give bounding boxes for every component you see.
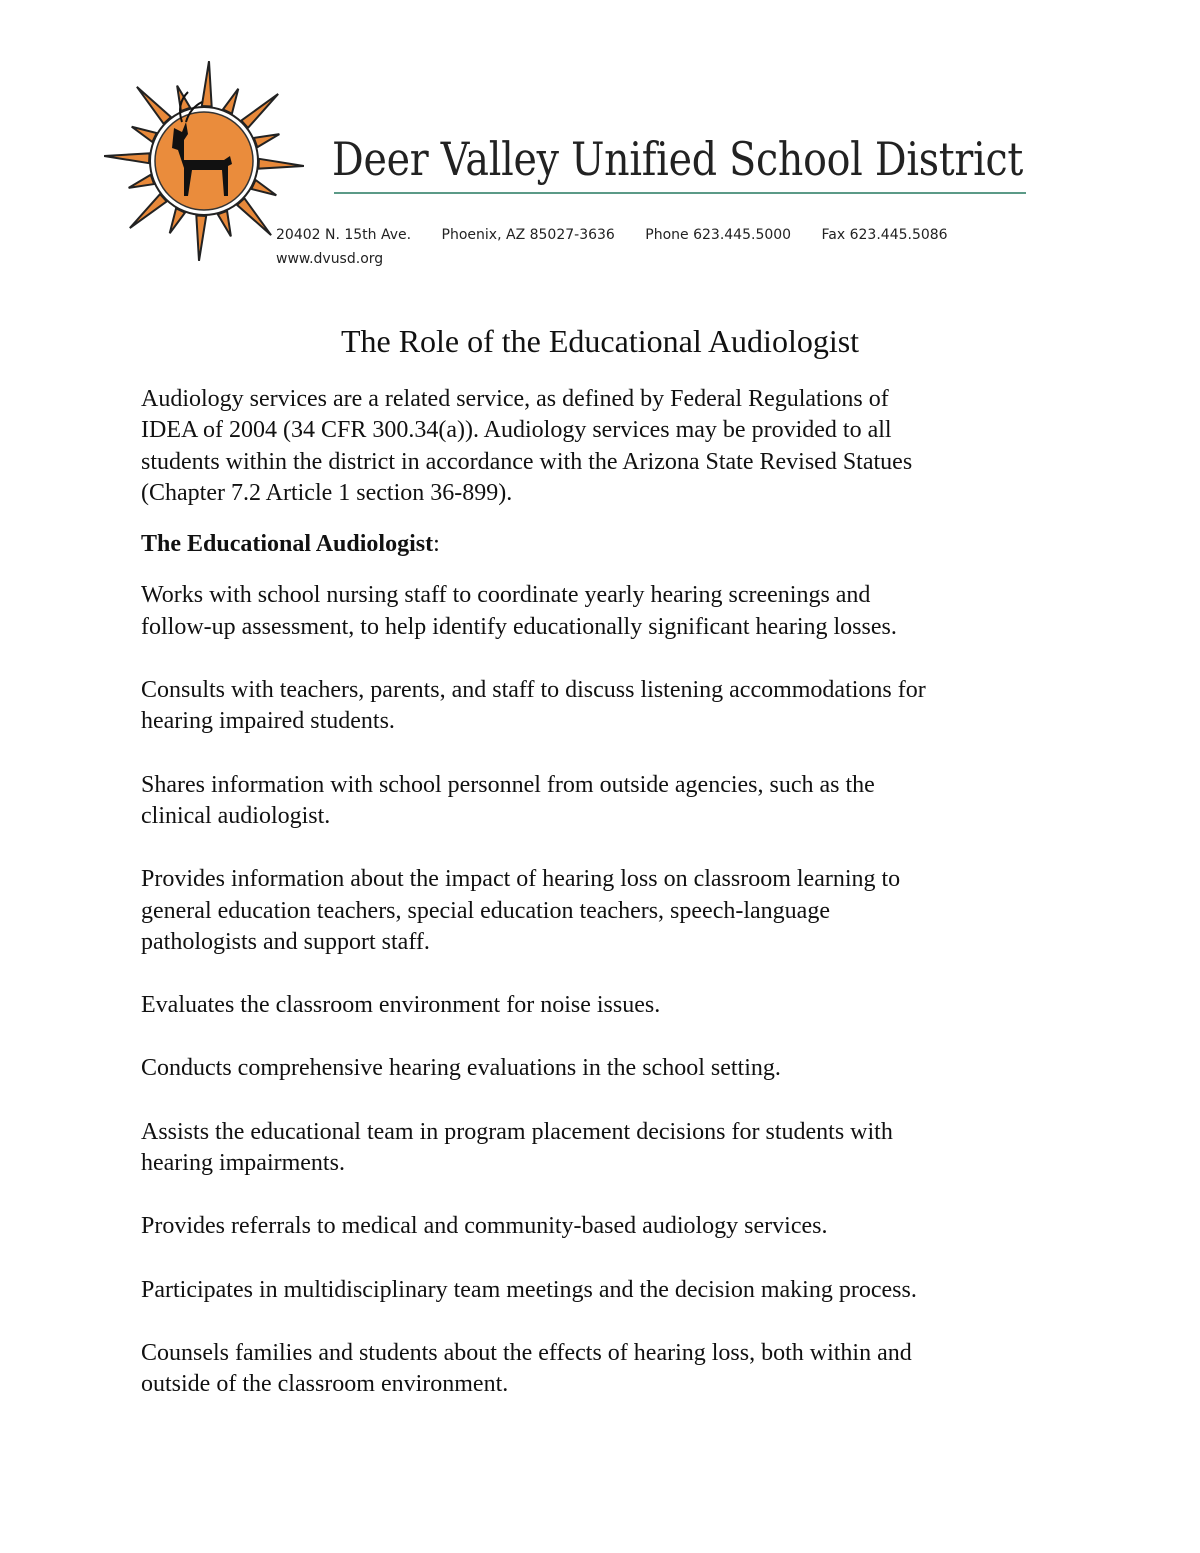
district-name: Deer Valley Unified School District <box>332 132 1024 186</box>
document-body <box>141 384 926 1433</box>
duty-item <box>141 1117 926 1180</box>
duty-line: Participates in multidisciplinary team meetings and the decision making process. <box>141 1276 917 1303</box>
duty-line: Shares information with school personnel from outside agencies, such as the <box>141 771 875 798</box>
sun-ray <box>258 159 303 169</box>
duty-line: Provides information about the impact of hearing loss on classroom learning to <box>141 866 901 893</box>
contact-line <box>276 227 974 243</box>
sun-ray <box>196 215 206 260</box>
sun-ray <box>202 61 212 106</box>
sun-ray <box>241 94 278 128</box>
fax-number: Fax 623.445.5086 <box>821 227 948 243</box>
duty-line: pathologists and support staff. <box>141 928 430 955</box>
sun-ray <box>223 89 238 114</box>
duty-item <box>141 1211 926 1242</box>
duty-line: Conducts comprehensive hearing evaluations in the school setting. <box>141 1055 781 1082</box>
heading-colon: : <box>433 531 440 558</box>
sun-ray <box>251 180 276 195</box>
duty-line: outside of the classroom environment. <box>141 1371 509 1398</box>
duty-line: Counsels families and students about the effects of hearing loss, both within and <box>141 1339 912 1366</box>
duty-item <box>141 1275 926 1306</box>
duty-line: Assists the educational team in program placement decisions for students with <box>141 1118 893 1145</box>
duty-line: Consults with teachers, parents, and staff to discuss listening accommodations for <box>141 677 926 704</box>
section-heading <box>141 529 926 560</box>
sun-ray <box>218 211 231 236</box>
intro-line: Audiology services are a related service, as defined by Federal Regulations of <box>141 386 889 412</box>
duty-item <box>141 770 926 833</box>
intro-line: students within the district in accordance with the Arizona State Revised Statues <box>141 448 913 475</box>
duty-item <box>141 1338 926 1401</box>
sun-ray <box>129 175 154 188</box>
duties-list <box>141 580 926 1400</box>
duty-line: Evaluates the classroom environment for noise issues. <box>141 992 661 1019</box>
sun-ray <box>137 87 171 124</box>
street-address: 20402 N. 15th Ave. <box>276 227 412 243</box>
duty-item <box>141 580 926 643</box>
duty-line: hearing impaired students. <box>141 708 395 735</box>
city-address: Phoenix, AZ 85027-3636 <box>441 227 615 243</box>
intro-line: (Chapter 7.2 Article 1 section 36-899). <box>141 479 513 506</box>
duty-item <box>141 1053 926 1084</box>
website-link[interactable]: www.dvusd.org <box>276 251 384 267</box>
sun-ray <box>170 208 185 233</box>
duty-line: follow-up assessment, to help identify educationally significant hearing losses. <box>141 613 897 640</box>
heading-text: The Educational Audiologist <box>141 531 434 558</box>
sun-ray <box>130 194 167 228</box>
duty-line: Works with school nursing staff to coordinate yearly hearing screenings and <box>141 582 871 609</box>
sun-ray <box>104 153 149 163</box>
phone-number: Phone 623.445.5000 <box>645 227 792 243</box>
duty-item <box>141 990 926 1021</box>
duty-item <box>141 675 926 738</box>
sun-ray <box>237 198 271 235</box>
duty-item <box>141 864 926 958</box>
duty-line: hearing impairments. <box>141 1150 345 1177</box>
sun-ray <box>254 134 279 147</box>
document-title: The Role of the Educational Audiologist <box>340 323 860 359</box>
letterhead-divider <box>334 192 1026 194</box>
duty-line: Provides referrals to medical and community-based audiology services. <box>141 1213 828 1240</box>
duty-line: clinical audiologist. <box>141 802 331 829</box>
duty-line: general education teachers, special education teachers, speech-language <box>141 897 830 924</box>
intro-line: IDEA of 2004 (34 CFR 300.34(a)). Audiology services may be provided to all <box>141 417 892 444</box>
intro-paragraph <box>141 384 926 509</box>
sun-ray <box>132 127 157 142</box>
